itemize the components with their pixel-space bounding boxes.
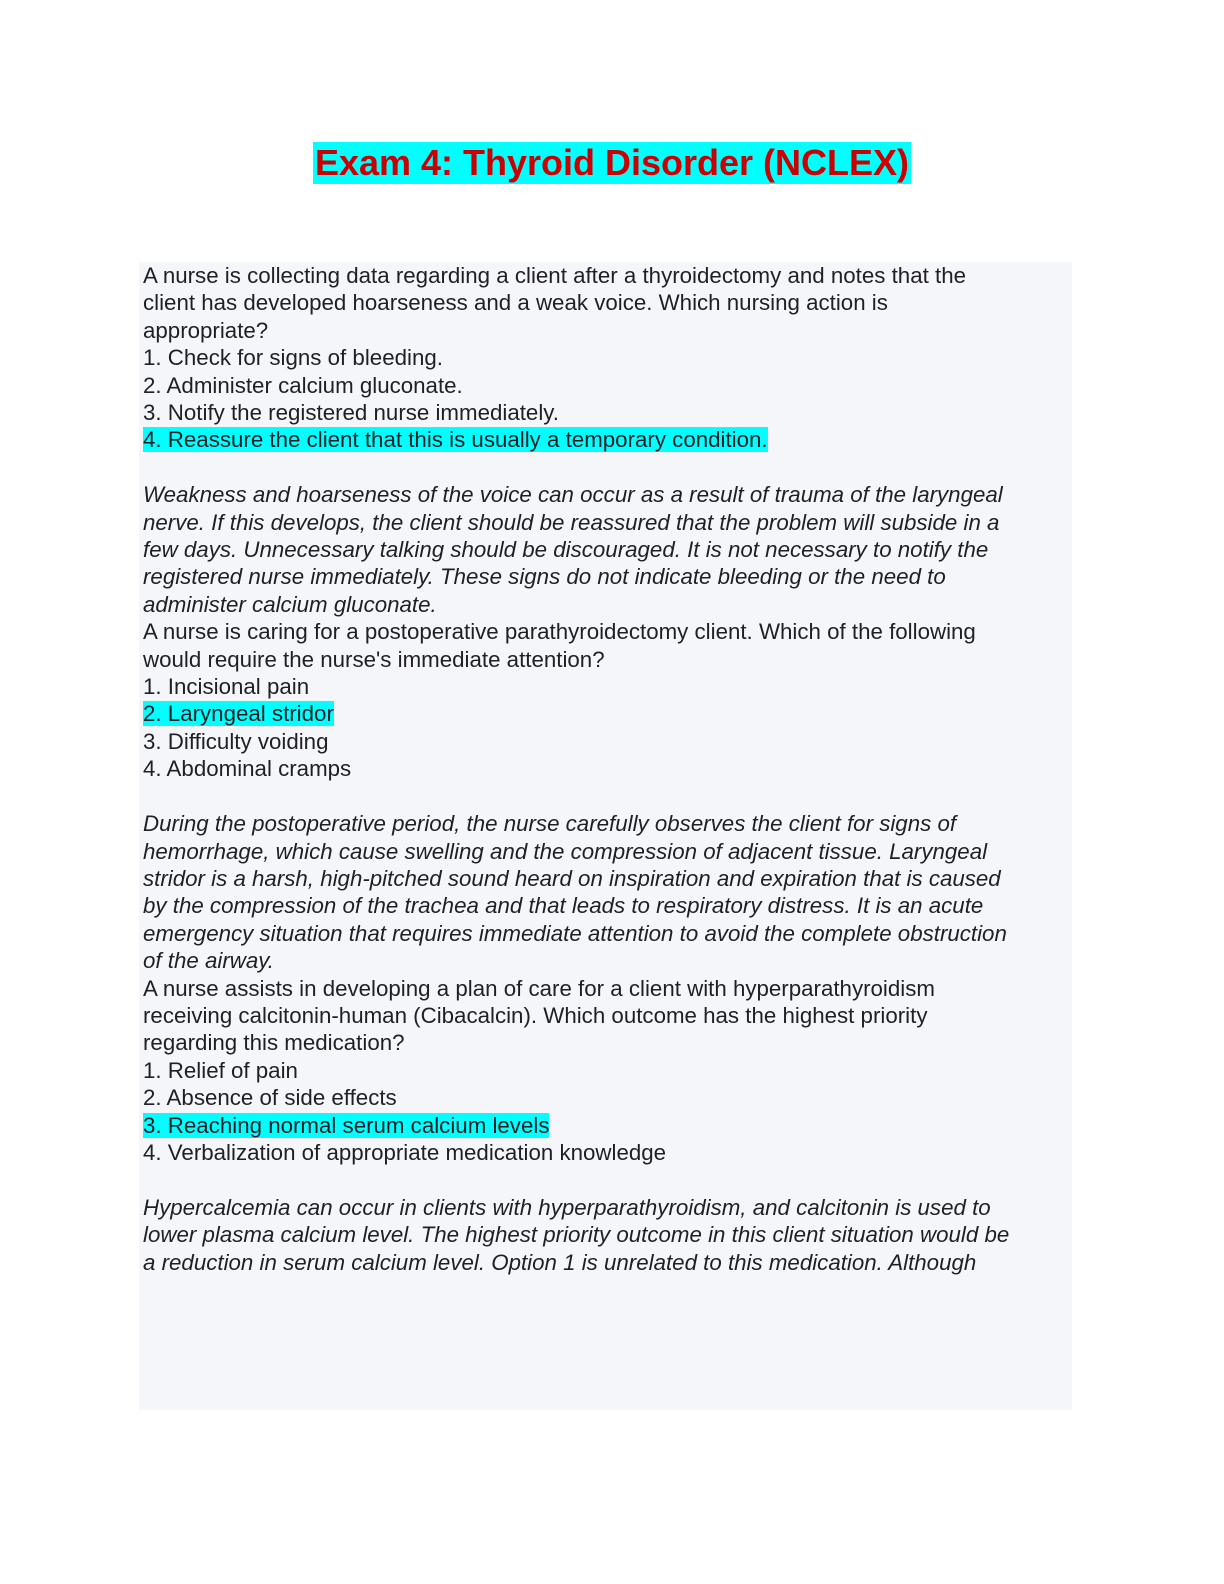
document-body	[139, 262, 1072, 1410]
title-container	[0, 142, 1224, 184]
question-3-rationale: Hypercalcemia can occur in clients with hyperparathyroidism, and calcitonin is used to lower plasma calcium level. The highest priority outcome in this client situation would be a reduction in serum calcium level. Option 1 is unrelated to this medication. Although	[143, 1194, 1010, 1275]
question-1-option-2: 2. Administer calcium gluconate.	[143, 372, 463, 398]
question-3-stem: A nurse assists in developing a plan of care for a client with hyperparathyroidism receiving calcitonin-human (Cibacalcin). Which outcome has the highest priority regarding this medication?	[143, 975, 935, 1056]
question-2-rationale: During the postoperative period, the nurse carefully observes the client for signs of hemorrhage, which cause swelling and the compression of adjacent tissue. Laryngeal stridor is a harsh, high-pitched sound heard on inspiration and expiration that is caused by the compression of the trachea and that leads to respiratory distress. It is an acute emergency situation that requires immediate attention to avoid the complete obstruction of the airway.	[143, 811, 1007, 974]
question-1-option-4-correct: 4. Reassure the client that this is usually a temporary condition.	[143, 427, 768, 453]
question-2-stem: A nurse is caring for a postoperative parathyroidectomy client. Which of the following would require the nurse's immediate attention?	[143, 619, 976, 672]
question-3-option-4: 4. Verbalization of appropriate medication knowledge	[143, 1139, 667, 1165]
question-3-option-3-correct: 3. Reaching normal serum calcium levels	[143, 1112, 550, 1138]
question-2-option-2-correct: 2. Laryngeal stridor	[143, 701, 334, 727]
question-1-option-1: 1. Check for signs of bleeding.	[143, 345, 443, 371]
question-3-option-1: 1. Relief of pain	[143, 1057, 298, 1083]
question-1-option-3: 3. Notify the registered nurse immediately.	[143, 400, 559, 426]
question-2-options	[143, 673, 1072, 783]
question-3-option-2: 2. Absence of side effects	[143, 1085, 397, 1111]
question-1-stem: A nurse is collecting data regarding a client after a thyroidectomy and notes that the client has developed hoarseness and a weak voice. Which nursing action is appropriate?	[143, 263, 966, 343]
question-1-rationale: Weakness and hoarseness of the voice can occur as a result of trauma of the laryngeal nerve. If this develops, the client should be reassured that the problem will subside in a few days. Unnecessary talking should be discouraged. It is not necessary to notify the registered nurse immediately. These signs do not indicate bleeding or the need to administer calcium gluconate.	[143, 482, 1003, 617]
question-2-option-1: 1. Incisional pain	[143, 674, 310, 700]
question-2-option-4: 4. Abdominal cramps	[143, 756, 352, 782]
question-3-options	[143, 1057, 1072, 1167]
question-1-options	[143, 344, 1072, 454]
question-2-option-3: 3. Difficulty voiding	[143, 728, 329, 754]
page-title: Exam 4: Thyroid Disorder (NCLEX)	[314, 142, 910, 183]
